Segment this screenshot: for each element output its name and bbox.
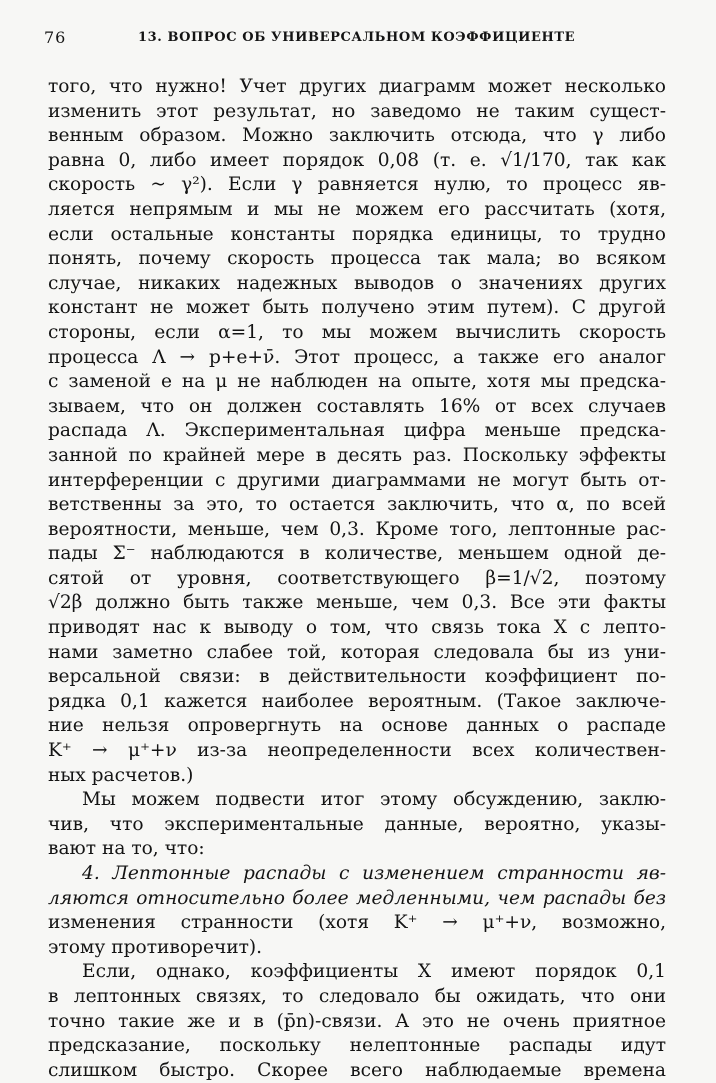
text-line: вают на то, что: [48,838,205,860]
text-line: точно такие же и в (p̄n)-связи. А это не очень приятное [48,1010,666,1032]
text-line: занной по крайней мере в десять раз. Поскольку эффекты [48,444,666,466]
text-line: пады Σ⁻ наблюдаются в количестве, меньшем одной де- [48,543,666,565]
text-line: случае, никаких надежных выводов о значениях других [48,272,666,294]
text-line: ние нельзя опровергнуть на основе данных о распаде [48,715,666,737]
text-line: чив, что экспериментальные данные, вероятно, указы- [48,813,666,835]
text-line: 4. Лептонные распады с изменением странности яв- [82,863,666,884]
page-header [0,24,716,54]
text-line: процесса Λ → p+e+ν̄. Этот процесс, а также его аналог [48,346,666,368]
text-line: зываем, что он должен составлять 16% от всех случаев [48,395,666,417]
text-line: приводят нас к выводу о том, что связь тока X с лепто- [48,617,666,639]
text-line: с заменой e на μ не наблюден на опыте, хотя мы предска- [48,371,666,393]
body-text [48,75,666,1083]
text-line: распада Λ. Экспериментальная цифра меньше предска- [48,420,666,442]
text-line: ных расчетов.) [48,764,194,786]
text-line: интерференции с другими диаграммами не могут быть от- [48,469,666,491]
page-number: 76 [44,28,67,47]
text-line: слишком быстро. Скорее всего наблюдаемые времена [48,1059,666,1081]
text-line: констант не может быть получено этим путем). С другой [48,297,666,319]
text-line: сятой от уровня, соответствующего β=1/√2, поэтому [48,567,666,589]
text-line: этому противоречит). [48,936,263,958]
text-line: изменения странности (хотя K⁺ → μ⁺+ν, возможно, [48,912,666,934]
text-line: изменить этот результат, но заведомо не таким сущест- [48,100,666,122]
text-line: √2β должно быть также меньше, чем 0,3. Все эти факты [48,592,666,614]
text-line: понять, почему скорость процесса так мала; во всяком [48,248,666,270]
text-line: Мы можем подвести итог этому обсуждению, заклю- [82,789,666,811]
text-line: версальной связи: в действительности коэффициент по- [48,666,666,688]
running-title: 13. ВОПРОС ОБ УНИВЕРСАЛЬНОМ КОЭФФИЦИЕНТЕ [138,30,576,45]
text-line: скорость ~ γ²). Если γ равняется нулю, то процесс яв- [48,174,666,196]
text-line: в лептонных связях, то следовало бы ожидать, что они [48,985,666,1007]
text-line: стороны, если α=1, то мы можем вычислить скорость [48,321,666,343]
text-line: если остальные константы порядка единицы, то трудно [48,223,666,245]
text-line: ляются относительно более медленными, чем распады без [48,887,666,909]
text-line: рядка 0,1 кажется наиболее вероятным. (Такое заключе- [48,690,666,712]
text-line: вероятности, меньше, чем 0,3. Кроме того, лептонные рас- [48,518,666,540]
text-line: Если, однако, коэффициенты X имеют порядок 0,1 [82,961,666,983]
text-line: ветственны за это, то остается заключить, что α, по всей [48,494,666,516]
text-line: того, что нужно! Учет других диаграмм может несколько [48,76,666,97]
text-line: нами заметно слабее той, которая следовала бы из уни- [48,641,666,663]
text-line: равна 0, либо имеет порядок 0,08 (т. е. √1/170, так как [48,149,666,171]
text-line: венным образом. Можно заключить отсюда, что γ либо [48,125,666,147]
text-line: ляется непрямым и мы не можем его рассчитать (хотя, [48,198,666,220]
text-line: предсказание, поскольку нелептонные распады идут [48,1035,666,1057]
text-line: K⁺ → μ⁺+ν из-за неопределенности всех количествен- [48,740,666,762]
